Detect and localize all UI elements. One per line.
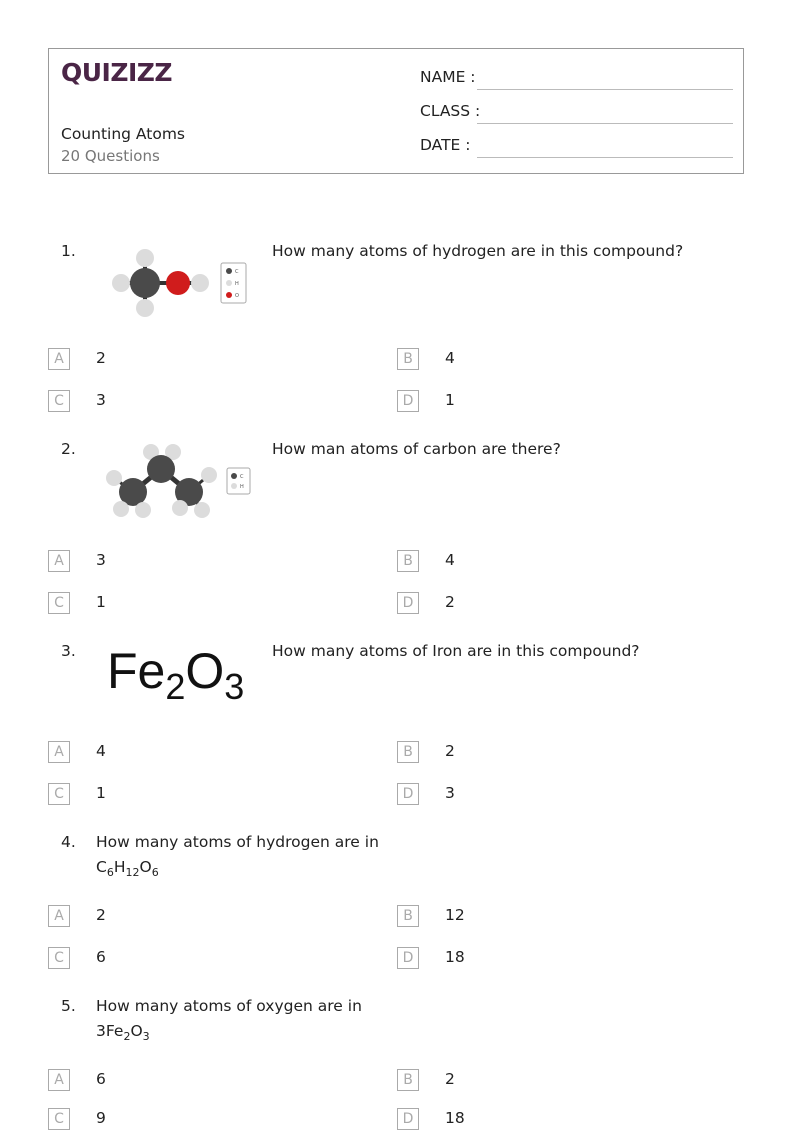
option-letter[interactable]: C	[48, 592, 70, 614]
option-letter[interactable]: B	[397, 550, 419, 572]
legend-label: C	[235, 269, 239, 275]
option-letter[interactable]: C	[48, 947, 70, 969]
option-text: 6	[96, 1070, 106, 1088]
legend-label: H	[235, 281, 239, 287]
question-number: 5.	[61, 997, 76, 1015]
option-text: 3	[96, 391, 106, 409]
question-text	[96, 994, 362, 1049]
question-text	[96, 830, 379, 885]
option-text: 4	[96, 742, 106, 760]
option-letter[interactable]: D	[397, 1108, 419, 1130]
worksheet-header	[48, 48, 744, 174]
option-text: 1	[445, 391, 455, 409]
option-letter[interactable]: D	[397, 390, 419, 412]
option-letter[interactable]: A	[48, 741, 70, 763]
option-text: 3	[96, 551, 106, 569]
option-text: 2	[96, 906, 106, 924]
question-text: How many atoms of hydrogen are in this compound?	[272, 242, 684, 260]
option-letter[interactable]: D	[397, 592, 419, 614]
formula-subscript: 3	[224, 666, 245, 707]
question-text-line: How many atoms of hydrogen are in	[96, 833, 379, 851]
legend-label: O	[235, 293, 239, 299]
option-text: 4	[445, 551, 455, 569]
option-letter[interactable]: A	[48, 348, 70, 370]
question-number: 3.	[61, 642, 76, 660]
option-letter[interactable]: D	[397, 947, 419, 969]
option-letter[interactable]: A	[48, 905, 70, 927]
option-text: 2	[445, 1070, 455, 1088]
option-text: 4	[445, 349, 455, 367]
class-label: CLASS :	[420, 102, 481, 120]
option-text: 18	[445, 948, 465, 966]
option-text: 9	[96, 1109, 106, 1127]
option-letter[interactable]: B	[397, 905, 419, 927]
option-text: 1	[96, 784, 106, 802]
option-letter[interactable]: A	[48, 1069, 70, 1091]
worksheet-title: Counting Atoms	[61, 125, 185, 143]
formula-element: Fe	[107, 643, 166, 699]
question-count: 20 Questions	[61, 147, 160, 165]
class-line	[477, 123, 733, 124]
question-text: How many atoms of Iron are in this compound?	[272, 642, 640, 660]
question-formula: $3Fe_2O_3$	[96, 1022, 150, 1044]
question-text: How man atoms of carbon are there?	[272, 440, 561, 458]
option-text: 2	[96, 349, 106, 367]
date-label: DATE :	[420, 136, 471, 154]
option-letter[interactable]: C	[48, 783, 70, 805]
name-label: NAME :	[420, 68, 476, 86]
question-number: 1.	[61, 242, 76, 260]
option-letter[interactable]: B	[397, 348, 419, 370]
option-text: 3	[445, 784, 455, 802]
fe2o3-formula-image	[107, 640, 244, 718]
quizizz-logo	[61, 57, 173, 89]
option-letter[interactable]: D	[397, 783, 419, 805]
option-text: 18	[445, 1109, 465, 1127]
methanol-molecule-image	[104, 242, 252, 322]
option-letter[interactable]: B	[397, 741, 419, 763]
formula-element: O	[185, 643, 225, 699]
question-formula: $C_6H_{12}O_6$	[96, 858, 159, 880]
option-text: 2	[445, 742, 455, 760]
legend-label: C	[240, 474, 244, 480]
propane-molecule-image	[100, 440, 255, 522]
option-text: 1	[96, 593, 106, 611]
option-text: 12	[445, 906, 465, 924]
question-number: 4.	[61, 833, 76, 851]
formula-subscript: 2	[165, 666, 186, 707]
name-line	[477, 89, 733, 90]
logo-text: QUIZIZZ	[61, 58, 173, 87]
option-letter[interactable]: C	[48, 390, 70, 412]
option-letter[interactable]: A	[48, 550, 70, 572]
option-text: 6	[96, 948, 106, 966]
question-number: 2.	[61, 440, 76, 458]
legend-label: H	[240, 484, 244, 490]
option-text: 2	[445, 593, 455, 611]
option-letter[interactable]: B	[397, 1069, 419, 1091]
date-line	[477, 157, 733, 158]
question-text-line: How many atoms of oxygen are in	[96, 997, 362, 1015]
option-letter[interactable]: C	[48, 1108, 70, 1130]
